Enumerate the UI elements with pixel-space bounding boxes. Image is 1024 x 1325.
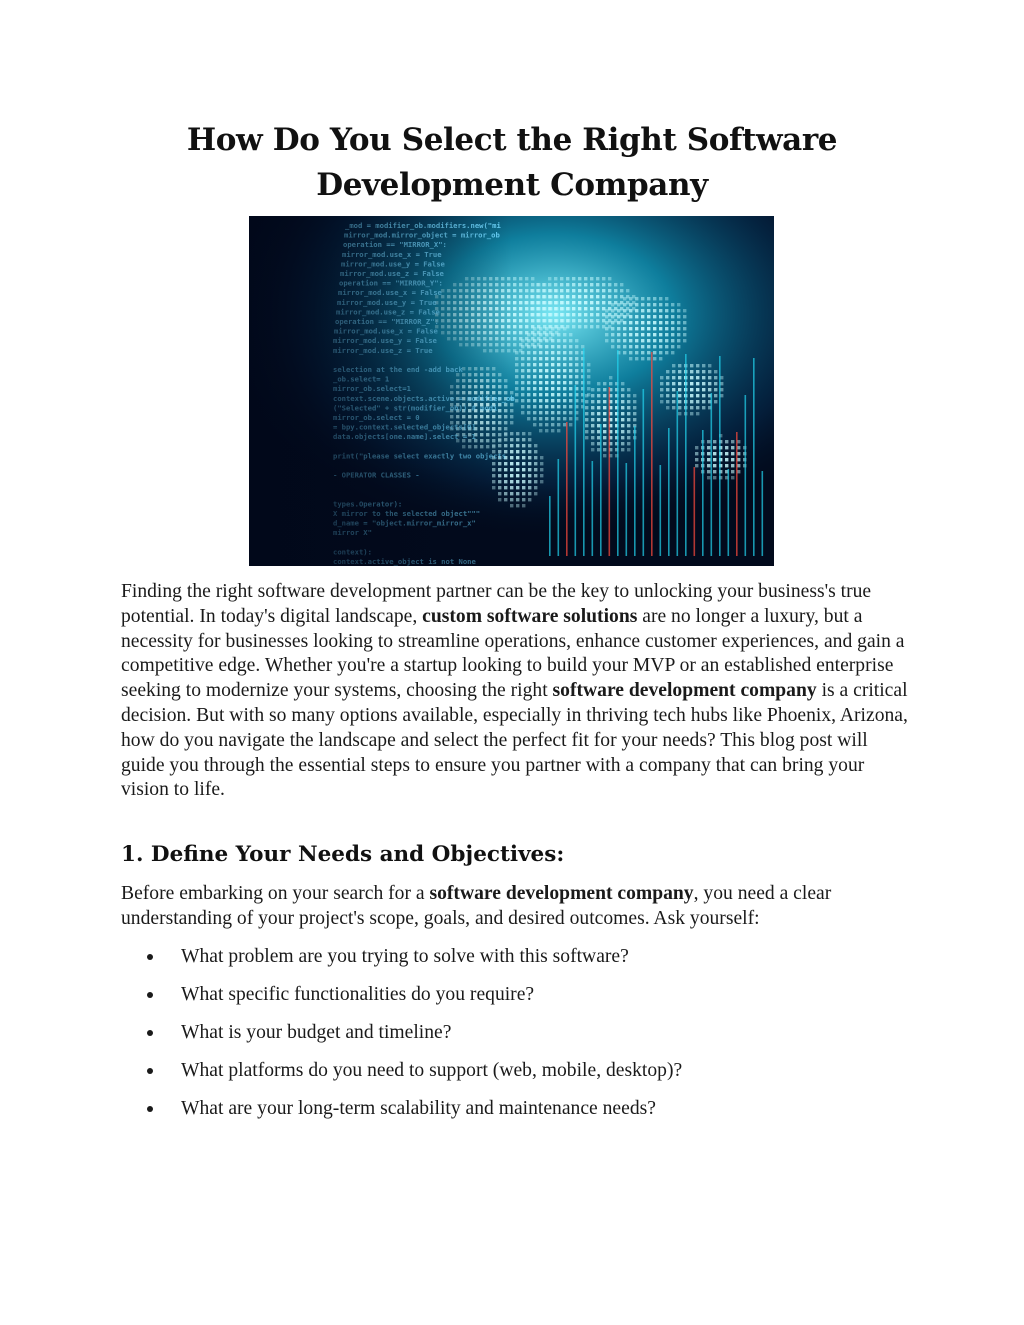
question-list [121, 944, 911, 1134]
list-item [121, 982, 911, 1020]
bullet-icon [147, 1030, 153, 1036]
list-item-text: What problem are you trying to solve with this software? [181, 946, 629, 967]
intro-text-2: are no longer a luxury, but a necessity for businesses looking to streamline operations, enhance customer experiences, and gain a competitive edge. Whether you're a startup looking to build your MVP or an established enterprise seeking to modernize your systems, choosing the right [121, 605, 905, 702]
section-text-1: Before embarking on your search for a [121, 883, 430, 904]
list-item [121, 944, 911, 982]
section-paragraph [121, 882, 911, 932]
intro-emphasis-2: software development company [552, 680, 817, 702]
intro-text-1: Finding the right software development partner can be the key to unlocking your business's true potential. In today's digital landscape, [121, 581, 872, 627]
list-item-text: What specific functionalities do you require? [181, 984, 535, 1005]
bullet-icon [147, 1068, 153, 1074]
page-title: How Do You Select the Right Software Development Company [186, 122, 838, 203]
list-item-text: What platforms do you need to support (web, mobile, desktop)? [181, 1060, 683, 1081]
bullet-icon [147, 992, 153, 998]
intro-paragraph [121, 580, 911, 803]
section-text-2: , you need a clear understanding of your project's scope, goals, and desired outcomes. Ask yourself: [121, 883, 832, 929]
hero-image [249, 216, 774, 566]
bullet-icon [147, 954, 153, 960]
list-item-text: What are your long-term scalability and maintenance needs? [181, 1098, 656, 1119]
list-item [121, 1058, 911, 1096]
list-item [121, 1096, 911, 1134]
intro-emphasis-1: custom software solutions [422, 605, 638, 627]
list-item [121, 1020, 911, 1058]
bullet-icon [147, 1106, 153, 1112]
list-item-text: What is your budget and timeline? [181, 1022, 452, 1043]
section-emphasis-1: software development company [429, 883, 694, 904]
intro-text-3: is a critical decision. But with so many options available, especially in thriving tech hubs like Phoenix, Arizona, how do you navigate the landscape and select the perfect fit for your needs? This blog post will guide you through the essential steps to ensure you partner with a company that can bring your vision to life. [121, 680, 908, 801]
section-heading: 1. Define Your Needs and Objectives: [121, 842, 565, 867]
